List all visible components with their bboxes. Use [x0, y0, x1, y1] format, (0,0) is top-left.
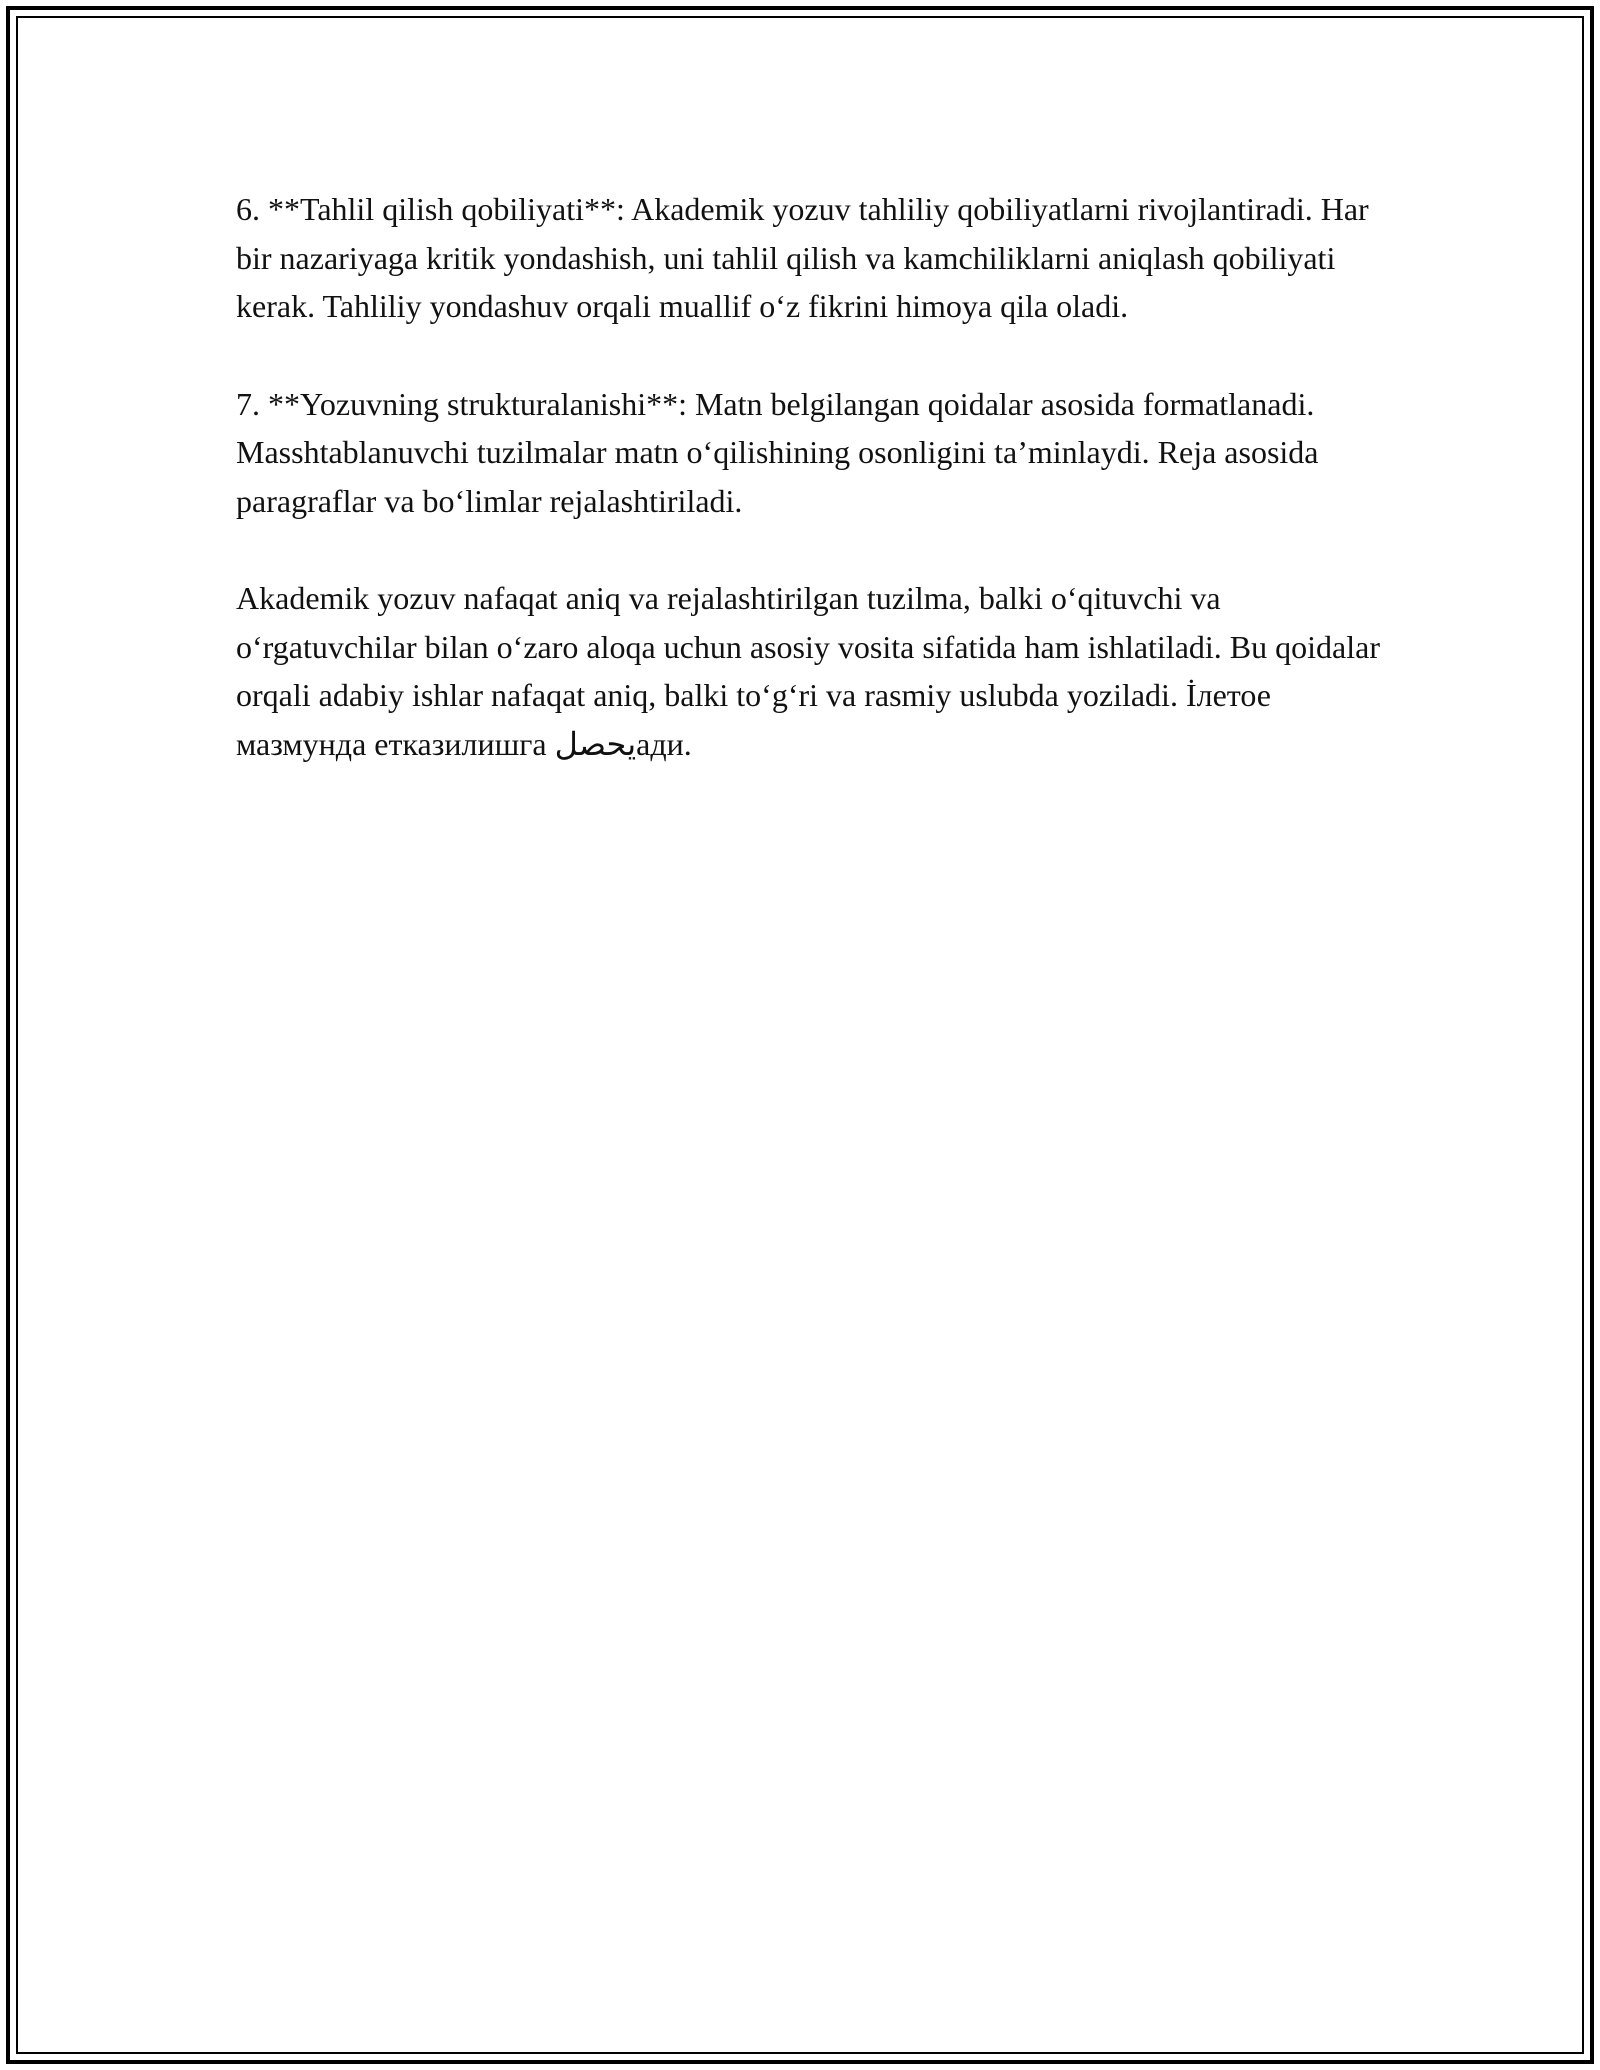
paragraph-writing-structure: 7. **Yozuvning strukturalanishi**: Matn belgilangan qoidalar asosida formatlanadi. Masshtablanuvchi tuzilmalar matn o‘qilishining osonligini ta’minlaydi. Reja asosida paragraflar va bo‘limlar rejalashtiriladi.	[236, 385, 1319, 519]
document-body	[236, 185, 1386, 817]
paragraph-conclusion: Akademik yozuv nafaqat aniq va rejalashtirilgan tuzilma, balki o‘qituvchi va o‘rgatuvchilar bilan o‘zaro aloqa uchun asosiy vosita sifatida ham ishlatiladi. Bu qoidalar orqali adabiy ishlar nafaqat aniq, balki to‘g‘ri va rasmiy uslubda yoziladi. İлетое мазмунда етказилишга يحصلади.	[236, 580, 1380, 762]
paragraph-analysis-skill: 6. **Tahlil qilish qobiliyati**: Akademik yozuv tahliliy qobiliyatlarni rivojlantiradi. Har bir nazariyaga kritik yondashish, uni tahlil qilish va kamchiliklarni aniqlash qobiliyati kerak. Tahliliy yondashuv orqali muallif o‘z fikrini himoya qila oladi.	[236, 191, 1369, 324]
